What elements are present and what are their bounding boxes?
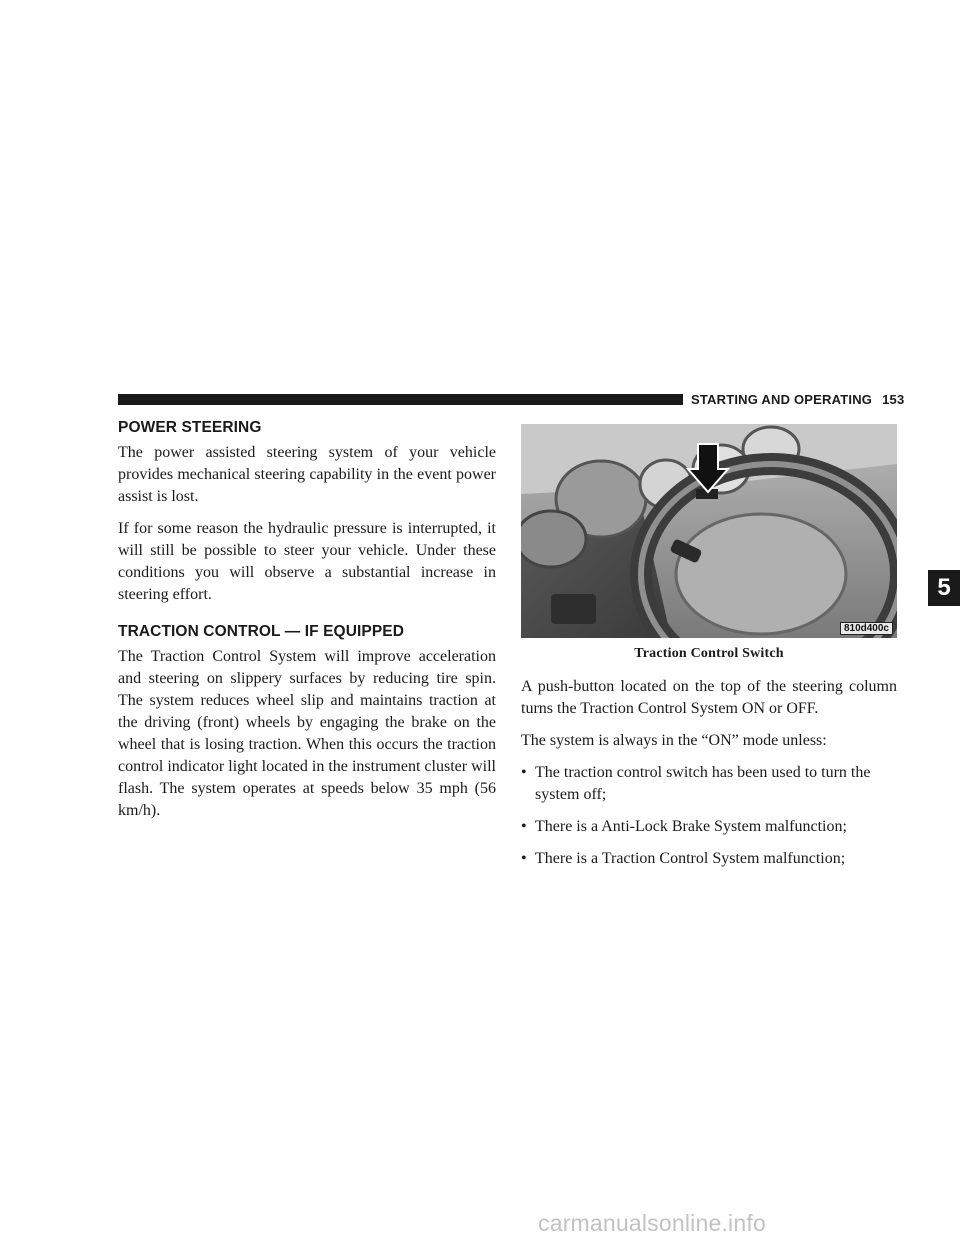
section-title: STARTING AND OPERATING (691, 392, 873, 407)
figure-code: 810d400c (840, 622, 893, 635)
watermark: carmanualsonline.info (538, 1210, 766, 1236)
push-button-paragraph: A push-button located on the top of the steering column turns the Traction Control System ON or OFF. (521, 678, 897, 717)
chapter-tab: 5 (928, 570, 960, 606)
header-rule (118, 394, 683, 405)
on-mode-paragraph: The system is always in the “ON” mode unless: (521, 732, 827, 749)
power-steering-paragraph-2: If for some reason the hydraulic pressure is interrupted, it will still be possible to steer your vehicle. Under these conditions you will observe a substantial increase in steering effort. (118, 520, 496, 603)
left-column (118, 419, 496, 832)
right-column (521, 676, 897, 880)
list-item (521, 848, 897, 870)
list-item-text: There is a Traction Control System malfunction; (535, 850, 846, 867)
list-item (521, 762, 897, 806)
page-number: 153 (882, 392, 905, 407)
traction-control-heading: TRACTION CONTROL — IF EQUIPPED (118, 623, 405, 640)
power-steering-heading: POWER STEERING (118, 419, 262, 436)
running-header (691, 392, 904, 407)
bullet-icon: • (521, 818, 527, 835)
power-steering-paragraph-1: The power assisted steering system of your vehicle provides mechanical steering capability in the event power assist is lost. (118, 444, 496, 505)
traction-control-switch-photo (521, 424, 897, 638)
conditions-list (521, 762, 897, 870)
list-item-text: The traction control switch has been used to turn the system off; (535, 764, 871, 803)
bullet-icon: • (521, 850, 527, 867)
traction-control-paragraph-1: The Traction Control System will improve acceleration and steering on slippery surfaces by reducing tire spin. The system reduces wheel slip and maintains traction at the driving (front) wheels by engaging the brake on the wheel that is losing traction. When this occurs the traction control indicator light located in the instrument cluster will flash. The system operates at speeds below 35 mph (56 km/h). (118, 648, 496, 819)
list-item-text: There is a Anti-Lock Brake System malfunction; (535, 818, 847, 835)
bullet-icon: • (521, 764, 527, 781)
list-item (521, 816, 897, 838)
figure-caption: Traction Control Switch (634, 646, 784, 661)
